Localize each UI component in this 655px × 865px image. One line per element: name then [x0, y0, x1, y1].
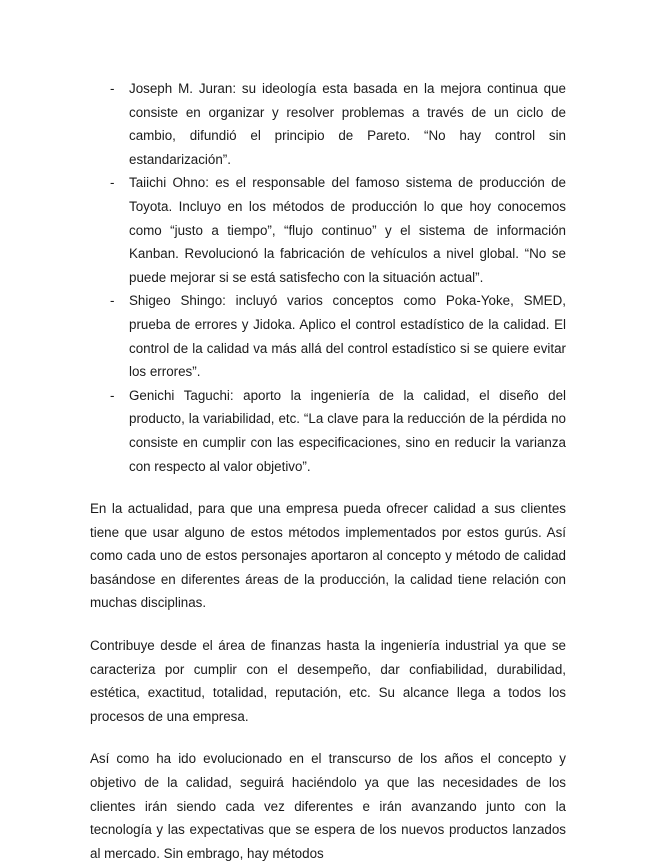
list-item — [90, 171, 566, 289]
paragraph: Así como ha ido evolucionado en el transcurso de los años el concepto y objetivo de la calidad, seguirá haciéndolo ya que las necesidades de los clientes irán siendo cada vez diferentes e irán avanzando junto con la tecnología y las expectativas que se espera de los nuevos productos lanzados al mercado. Sin embrago, hay métodos — [90, 751, 566, 861]
list-item — [90, 384, 566, 478]
document-body — [90, 77, 566, 865]
bullet-dash: - — [110, 293, 115, 309]
list-item — [90, 289, 566, 383]
paragraph: Contribuye desde el área de finanzas hasta la ingeniería industrial ya que se caracteriza por cumplir con el desempeño, dar confiabilidad, durabilidad, estética, exactitud, totalidad, reputación, etc. Su alcance llega a todos los procesos de una empresa. — [90, 638, 566, 724]
bullet-dash: - — [110, 81, 115, 96]
list-item-text: Taiichi Ohno: es el responsable del famoso sistema de producción de Toyota. Incluyo en los métodos de producción lo que hoy conocemos como “justo a tiempo”, “flujo continuo” y el sistema de información Kanban. Revolucionó la fabricación de vehículos a nivel global. “No se puede mejorar si se está satisfecho con la situación actual”. — [129, 175, 566, 285]
list-item-text: Shigeo Shingo: incluyó varios conceptos como Poka-Yoke, SMED, prueba de errores y Jidoka. Aplico el control estadístico de la calidad. El control de la calidad va más allá del control estadístico si se quiere evitar los errores”. — [129, 293, 566, 380]
paragraph: En la actualidad, para que una empresa pueda ofrecer calidad a sus clientes tiene que usar alguno de estos métodos implementados por estos gurús. Así como cada uno de estos personajes aportaron al concepto y método de calidad basándose en diferentes áreas de la producción, la calidad tiene relación con muchas disciplinas. — [90, 501, 566, 611]
gurus-bullet-list — [90, 77, 566, 478]
bullet-dash: - — [110, 175, 115, 191]
list-item — [90, 77, 566, 171]
list-item-text: Joseph M. Juran: su ideología esta basada en la mejora continua que consiste en organizar y resolver problemas a través de un ciclo de cambio, difundió el principio de Pareto. “No hay control sin estandarización”. — [129, 81, 566, 167]
bullet-dash: - — [110, 387, 115, 403]
list-item-text: Genichi Taguchi: aporto la ingeniería de la calidad, el diseño del producto, la variabilidad, etc. “La clave para la reducción de la pérdida no consiste en cumplir con las especificaciones, sino en reducir la varianza con respecto al valor objetivo”. — [129, 387, 566, 474]
